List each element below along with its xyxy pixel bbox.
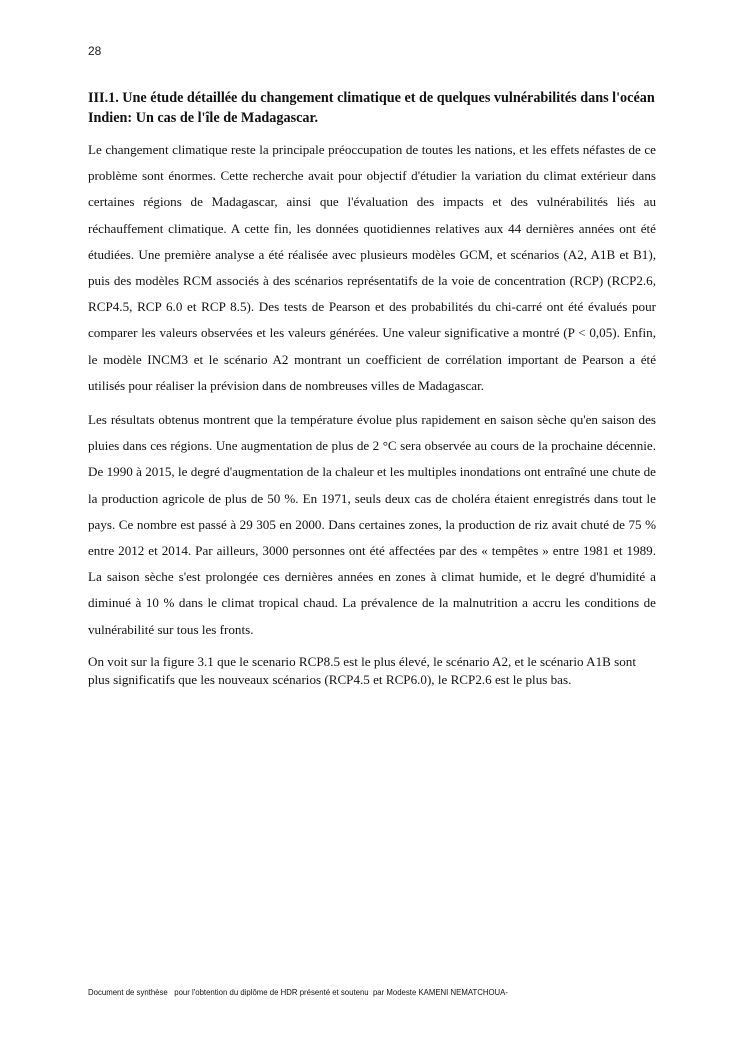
page-number: 28 xyxy=(88,44,102,58)
paragraph-intro: Le changement climatique reste la principale préoccupation de toutes les nations, et les effets néfastes de ce problème sont énormes. Cette recherche avait pour objectif d'étudier la variation du climat extérieur dans certaines régions de Madagascar, ainsi que l'évaluation des impacts et des vulnérabilités liés au réchauffement climatique. A cette fin, les données quotidiennes relatives aux 44 dernières années ont été étudiées. Une première analyse a été réalisée avec plusieurs modèles GCM, et scénarios (A2, A1B et B1), puis des modèles RCM associés à des scénarios représentatifs de la voie de concentration (RCP) (RCP2.6, RCP4.5, RCP 6.0 et RCP 8.5). Des tests de Pearson et des probabilités du chi-carré ont été évalués pour comparer les valeurs observées et les valeurs générées. Une valeur significative a montré (P < 0,05). Enfin, le modèle INCM3 et le scénario A2 montrant un coefficient de corrélation important de Pearson a été utilisés pour réaliser la prévision dans de nombreuses villes de Madagascar. xyxy=(88,142,656,393)
section-heading: III.1. Une étude détaillée du changement climatique et de quelques vulnérabilités dans l'océan Indien: Un cas de l'île de Madagascar. xyxy=(88,90,655,126)
paragraph-results: Les résultats obtenus montrent que la température évolue plus rapidement en saison sèche qu'en saison des pluies dans ces régions. Une augmentation de plus de 2 °C sera observée au cours de la prochaine décennie. De 1990 à 2015, le degré d'augmentation de la chaleur et les multiples inondations ont entraîné une chute de la production agricole de plus de 50 %. En 1971, seuls deux cas de choléra étaient enregistrés dans tout le pays. Ce nombre est passé à 29 305 en 2000. Dans certaines zones, la production de riz avait chuté de 75 % entre 2012 et 2014. Par ailleurs, 3000 personnes ont été affectées par des « tempêtes » entre 1981 et 1989. La saison sèche s'est prolongée ces dernières années en zones à climat humide, et le degré d'humidité a diminué à 10 % dans le climat tropical chaud. La prévalence de la malnutrition a accru les conditions de vulnérabilité sur tous les fronts. xyxy=(88,412,656,637)
paragraph-figure-reference: On voit sur la figure 3.1 que le scenario RCP8.5 est le plus élevé, le scénario A2, et le scénario A1B sont plus significatifs que les nouveaux scénarios (RCP4.5 et RCP6.0), le RCP2.6 est le plus bas. xyxy=(88,653,636,687)
document-body xyxy=(88,88,656,697)
page-footer: Document de synthèse pour l'obtention du diplôme de HDR présenté et soutenu par Modeste KAMENI NEMATCHOUA- xyxy=(88,988,508,997)
